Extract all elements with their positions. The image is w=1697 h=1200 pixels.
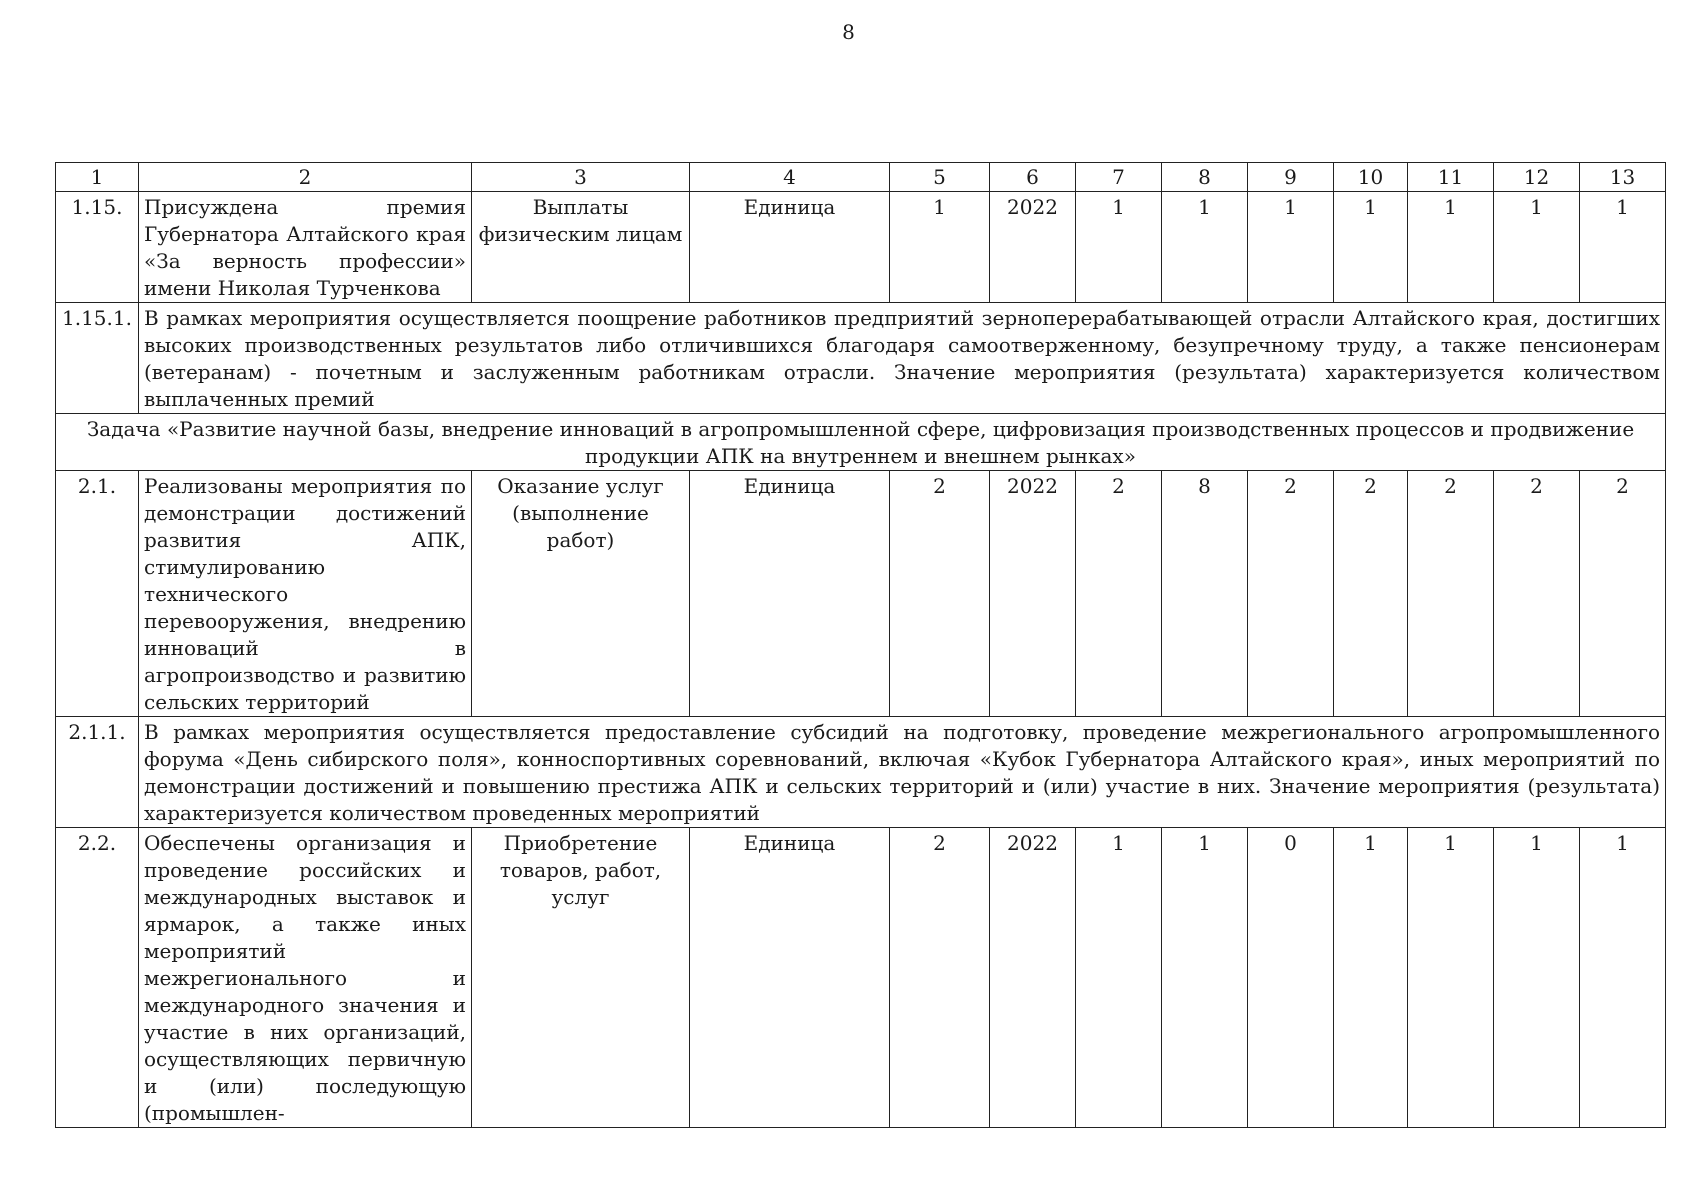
row-unit: Единица xyxy=(690,471,890,717)
row-value: 2 xyxy=(1494,471,1580,717)
page-number: 8 xyxy=(842,20,855,44)
row-value: 1 xyxy=(1076,828,1162,1128)
col-header: 2 xyxy=(139,163,472,192)
row-value: 2 xyxy=(1334,471,1408,717)
row-base-value: 2 xyxy=(890,471,990,717)
row-name: Реализованы мероприятия по демонстрации достижений развития АПК, стимулированию технического перевооружения, внедрению инноваций в агропроизводство и развитию сельских территорий xyxy=(139,471,472,717)
row-name: Присуждена премия Губернатора Алтайского края «За верность профессии» имени Николая Турченкова xyxy=(139,192,472,303)
col-header: 12 xyxy=(1494,163,1580,192)
col-header: 4 xyxy=(690,163,890,192)
row-unit: Единица xyxy=(690,828,890,1128)
row-value: 2 xyxy=(1580,471,1666,717)
row-value: 1 xyxy=(1494,192,1580,303)
row-base-year: 2022 xyxy=(990,192,1076,303)
row-type: Выплаты физическим лицам xyxy=(472,192,690,303)
col-header: 10 xyxy=(1334,163,1408,192)
row-value: 1 xyxy=(1162,192,1248,303)
row-base-value: 1 xyxy=(890,192,990,303)
row-value: 1 xyxy=(1408,828,1494,1128)
task-title: Задача «Развитие научной базы, внедрение инноваций в агропромышленной сфере, цифровизация производственных процессов и продвижение продукции АПК на внутреннем и внешнем рынках» xyxy=(56,414,1666,471)
description-row xyxy=(56,717,1666,828)
task-row xyxy=(56,414,1666,471)
row-id: 2.1. xyxy=(56,471,139,717)
row-value: 1 xyxy=(1076,192,1162,303)
col-header: 1 xyxy=(56,163,139,192)
table-row xyxy=(56,471,1666,717)
row-base-value: 2 xyxy=(890,828,990,1128)
row-base-year: 2022 xyxy=(990,828,1076,1128)
row-type: Приобретение товаров, работ, услуг xyxy=(472,828,690,1128)
col-header: 3 xyxy=(472,163,690,192)
row-value: 1 xyxy=(1334,828,1408,1128)
col-header: 11 xyxy=(1408,163,1494,192)
row-value: 1 xyxy=(1408,192,1494,303)
row-type: Оказание услуг (выполнение работ) xyxy=(472,471,690,717)
row-id: 1.15.1. xyxy=(56,303,139,414)
row-value: 2 xyxy=(1408,471,1494,717)
row-value: 2 xyxy=(1076,471,1162,717)
col-header: 5 xyxy=(890,163,990,192)
row-value: 1 xyxy=(1248,192,1334,303)
row-base-year: 2022 xyxy=(990,471,1076,717)
row-name: Обеспечены организация и проведение российских и международных выставок и ярмарок, а также иных мероприятий межрегионального и международного значения и участие в них организаций, осуществляющих первичную и (или) последующую (промышлен- xyxy=(139,828,472,1128)
row-unit: Единица xyxy=(690,192,890,303)
header-row xyxy=(56,163,1666,192)
col-header: 6 xyxy=(990,163,1076,192)
row-value: 1 xyxy=(1580,192,1666,303)
row-value: 0 xyxy=(1248,828,1334,1128)
row-id: 2.1.1. xyxy=(56,717,139,828)
table-row xyxy=(56,828,1666,1128)
table-row xyxy=(56,192,1666,303)
row-value: 1 xyxy=(1162,828,1248,1128)
row-description: В рамках мероприятия осуществляется предоставление субсидий на подготовку, проведение межрегионального агропромышленного форума «День сибирского поля», конноспортивных соревнований, включая «Кубок Губернатора Алтайского края», иных мероприятий по демонстрации достижений и повышению престижа АПК и сельских территорий и (или) участие в них. Значение мероприятия (результата) характеризуется количеством проведенных мероприятий xyxy=(139,717,1666,828)
col-header: 7 xyxy=(1076,163,1162,192)
row-value: 8 xyxy=(1162,471,1248,717)
description-row xyxy=(56,303,1666,414)
row-id: 2.2. xyxy=(56,828,139,1128)
results-table xyxy=(55,162,1666,1128)
row-description: В рамках мероприятия осуществляется поощрение работников предприятий зерноперерабатывающей отрасли Алтайского края, достигших высоких производственных результатов либо отличившихся благодаря самоотверженному, безупречному труду, а также пенсионерам (ветеранам) - почетным и заслуженным работникам отрасли. Значение мероприятия (результата) характеризуется количеством выплаченных премий xyxy=(139,303,1666,414)
row-id: 1.15. xyxy=(56,192,139,303)
row-value: 1 xyxy=(1334,192,1408,303)
col-header: 8 xyxy=(1162,163,1248,192)
row-value: 1 xyxy=(1580,828,1666,1128)
row-value: 2 xyxy=(1248,471,1334,717)
col-header: 9 xyxy=(1248,163,1334,192)
row-value: 1 xyxy=(1494,828,1580,1128)
col-header: 13 xyxy=(1580,163,1666,192)
